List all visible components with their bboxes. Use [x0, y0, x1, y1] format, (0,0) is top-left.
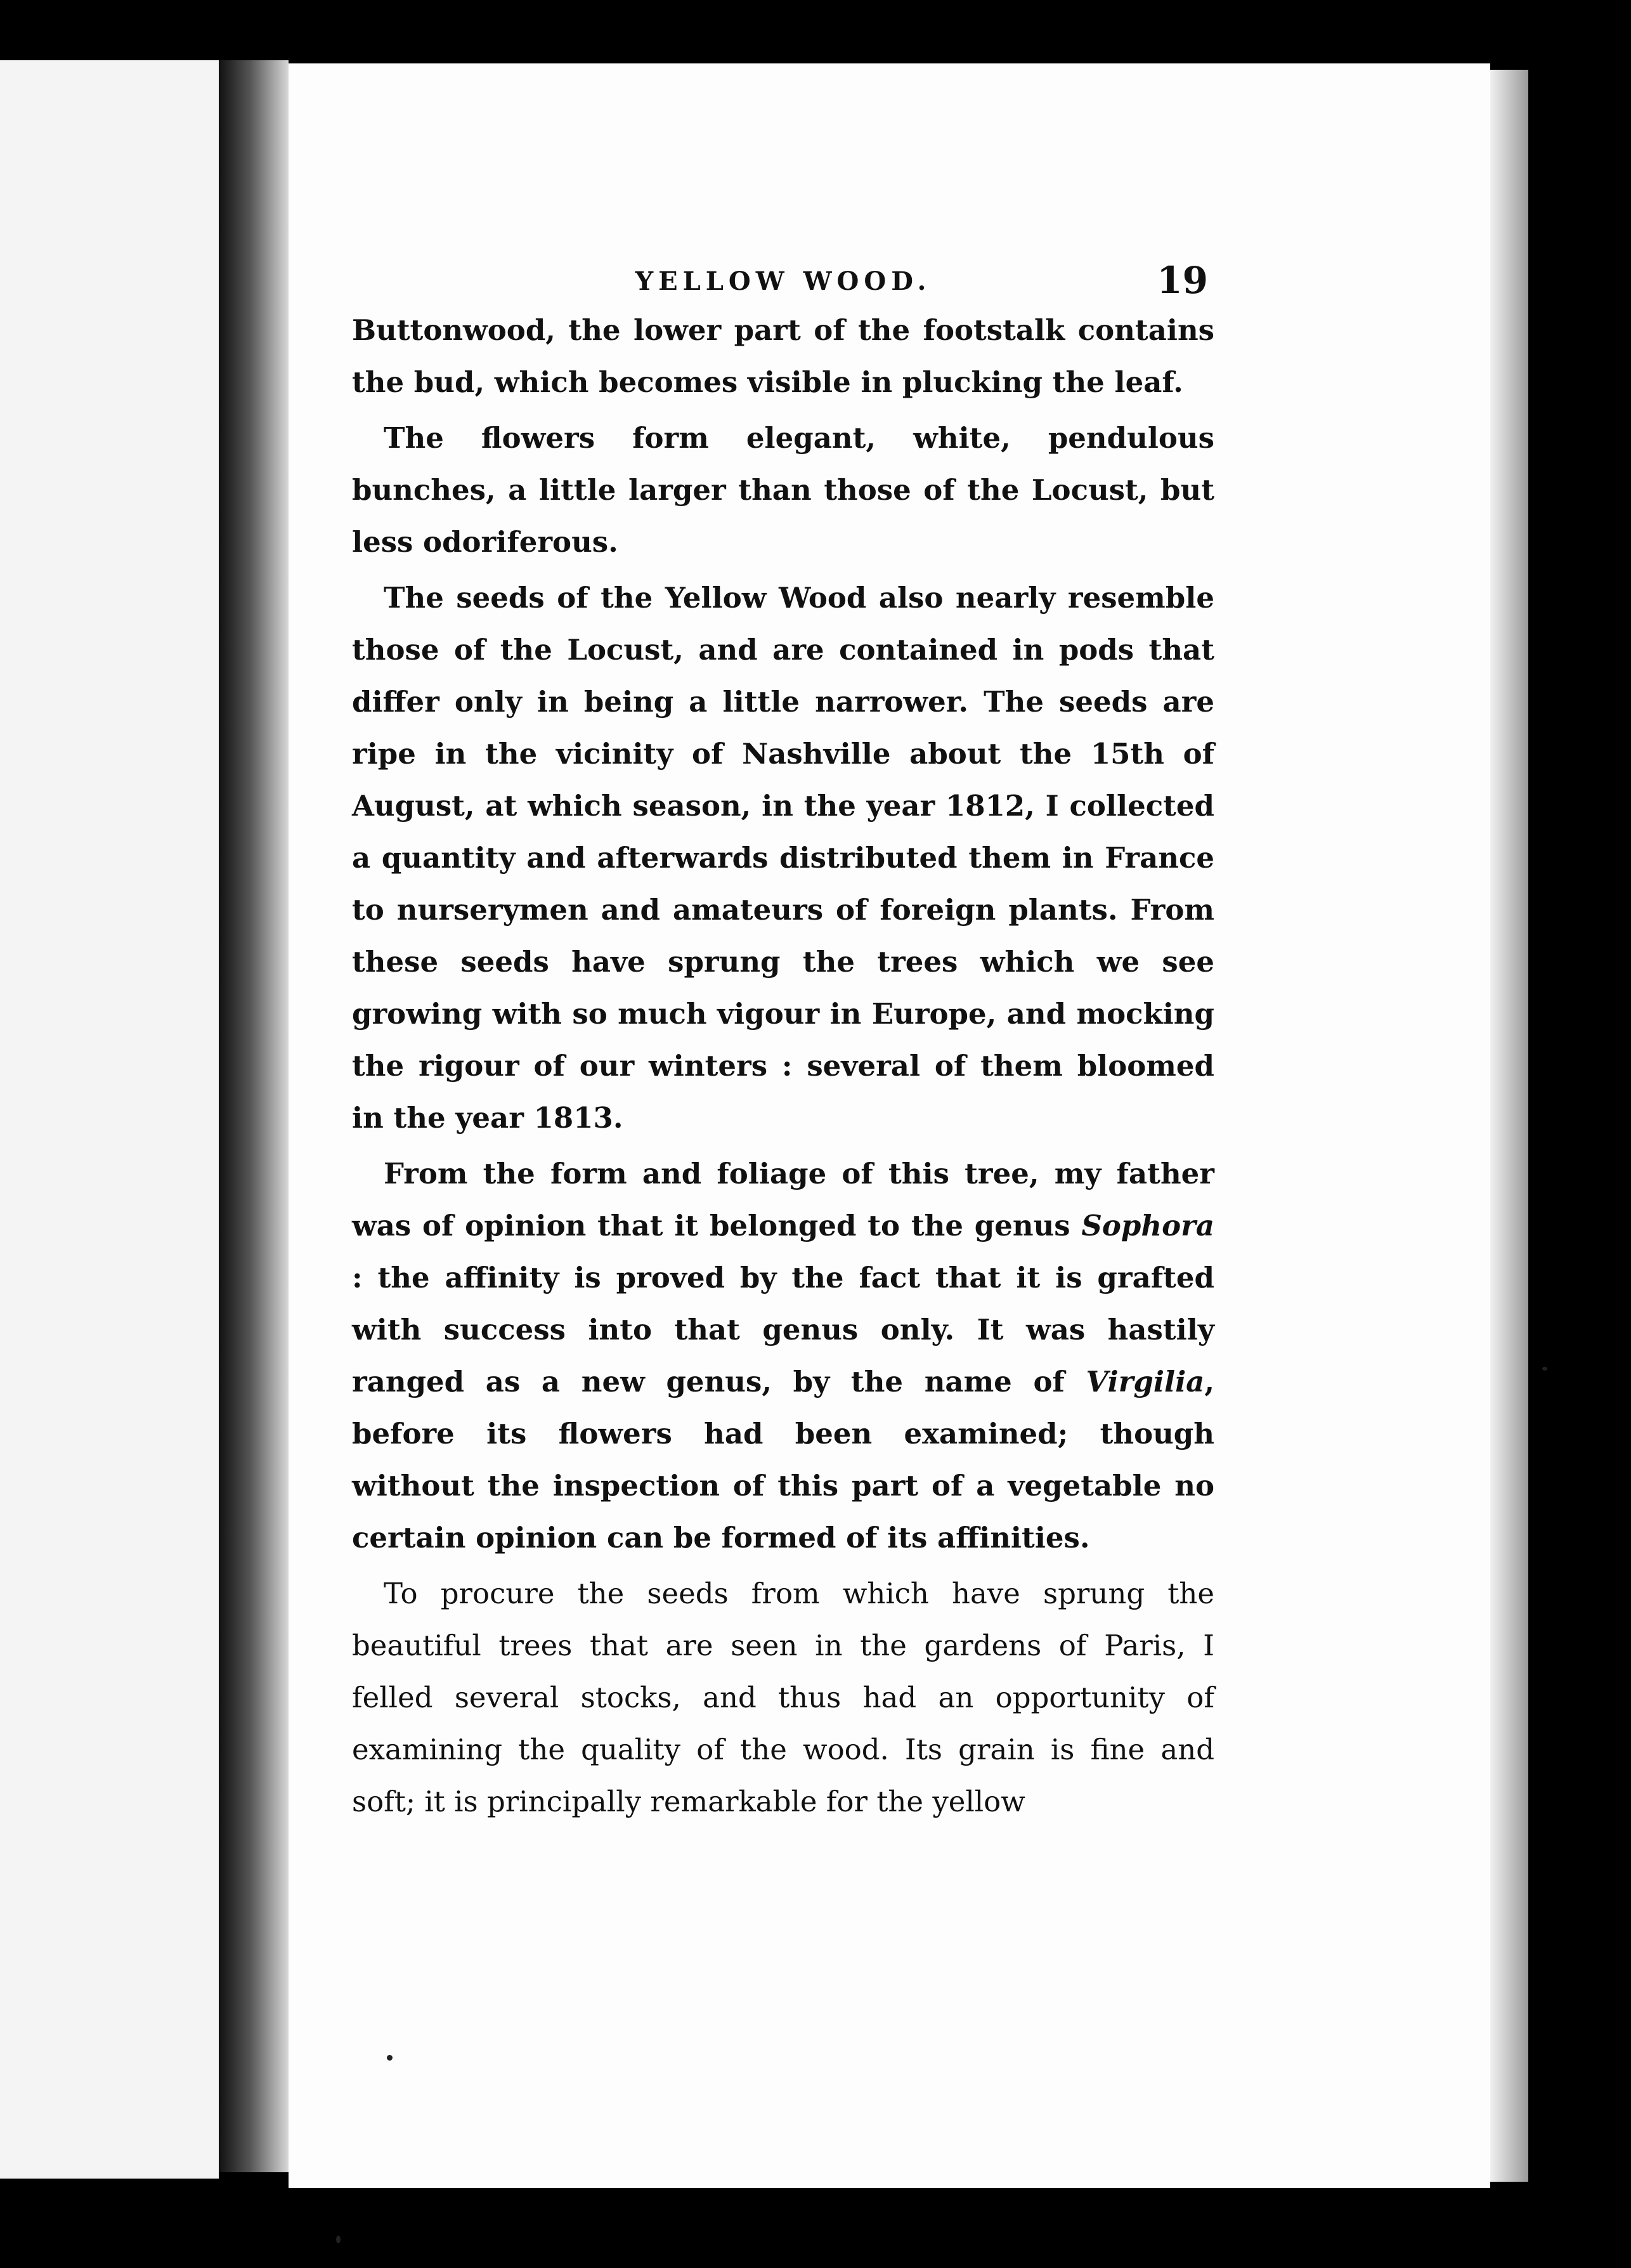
- paragraph-2: The flowers form elegant, white, pendulous bunches, a little larger than those of the Locust, but less odoriferous.: [352, 421, 1214, 559]
- genus-sophora: Sophora: [1081, 1209, 1214, 1242]
- book-spine-shadow: [219, 60, 289, 2172]
- speck: [387, 2055, 393, 2061]
- paragraph-5: To procure the seeds from which have sprung the beautiful trees that are seen in the gardens of Paris, I felled several stocks, and thus had an opportunity of examining the quality of the wood. Its grain is fine and soft; it is principally remarkable for the yellow: [352, 1577, 1214, 1818]
- speck: [1542, 1367, 1547, 1371]
- paragraph-4-part-c: , before its flowers had been examined; though without the inspection of this part of a vegetable no certain opinion can be formed of its affinities.: [352, 1365, 1214, 1554]
- running-head: [352, 254, 1214, 304]
- facing-page: [0, 60, 219, 2179]
- genus-virgilia: Virgilia: [1086, 1365, 1205, 1398]
- paragraph-4: [352, 1148, 1214, 1564]
- running-title: YELLOW WOOD.: [635, 266, 932, 296]
- paragraph-4-part-a: From the form and foliage of this tree, my father was of opinion that it belonged to the genus: [352, 1157, 1214, 1242]
- page-edge-shadow: [1490, 70, 1528, 2182]
- paragraph-4-part-b: : the affinity is proved by the fact that it is grafted with success into that genus only. It was hastily ranged as a new genus, by the name of: [352, 1261, 1214, 1398]
- speck: [336, 2236, 341, 2243]
- paragraph-3: The seeds of the Yellow Wood also nearly resemble those of the Locust, and are contained in pods that differ only in being a little narrower. The seeds are ripe in the vicinity of Nashville about the 15th of August, at which season, in the year 1812, I collected a quantity and afterwards distributed them in France to nurserymen and amateurs of foreign plants. From these seeds have sprung the trees which we see growing with so much vigour in Europe, and mocking the rigour of our winters : several of them bloomed in the year 1813.: [352, 581, 1214, 1135]
- page-text: [352, 254, 1214, 1832]
- paragraph-1: Buttonwood, the lower part of the footstalk contains the bud, which becomes visible in plucking the leaf.: [352, 313, 1214, 399]
- page-number: 19: [1157, 259, 1208, 302]
